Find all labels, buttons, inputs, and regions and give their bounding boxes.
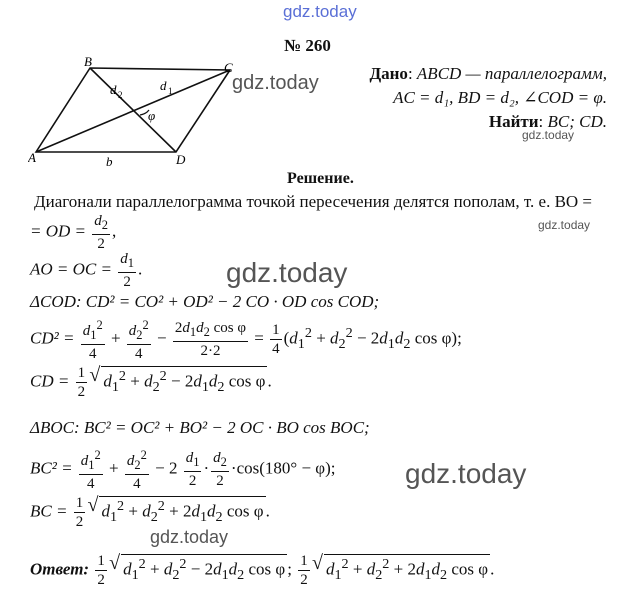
label-b-vertex: B <box>84 56 92 69</box>
intro-line <box>34 192 592 212</box>
eq-bc-left: BC = <box>30 501 68 521</box>
watermark-intro: gdz.today <box>538 218 591 232</box>
watermark-top: gdz.today <box>283 2 357 21</box>
eq-ao: AO = OC = $\frac{d_1}{2}$ . <box>30 251 143 290</box>
eq-boc-text: ΔBOC: BC² = OC² + BO² − 2 OC · BO cos BOC; <box>30 418 370 437</box>
label-d1-sub: 1 <box>168 86 173 96</box>
label-a-vertex: A <box>28 150 36 165</box>
given-line2: AC = d₁, BD = d₂, ∠COD = φ. <box>393 88 607 107</box>
parallelogram-figure <box>28 56 253 168</box>
eq-ao-left: AO = OC = <box>30 259 112 279</box>
label-phi: φ <box>148 108 156 123</box>
label-d2: d <box>110 82 117 97</box>
eq-bc: BC = $\frac{1}{2}$ √ $d_1^2 + d_2^2 + 2d_1d_2$ cos φ . <box>30 494 270 531</box>
eq-cd-left: CD = <box>30 371 70 391</box>
eq-bc2: BC² = $\frac{d_1^2}{4}$ + $\frac{d_2^2}{4}$ − 2 $\frac{d_1}{2}$ · $\frac{d_2}{2}$ ·cos(180° − φ); <box>30 448 336 492</box>
watermark-figure: gdz.today <box>232 72 319 94</box>
eq-od: = OD = $\frac{d_2}{2}$ , <box>30 213 117 252</box>
watermark-bottom: gdz.today <box>150 527 229 547</box>
frac-d2-2: $\frac{d_2}{2}$ <box>94 213 108 252</box>
eq-cod-text: ΔCOD: CD² = CO² + OD² − 2 CO · OD cos COD; <box>30 292 380 311</box>
find-label: Найти <box>488 112 539 131</box>
watermark-right: gdz.today <box>405 458 527 489</box>
answer-line: Ответ: $\frac{1}{2}$ √ $d_1^2 + d_2^2 - 2d_1d_2$ cos φ ; $\frac{1}{2}$ √ $d_1^2 + d_2^2 + 2d_1d_2$ cos φ . <box>30 552 494 589</box>
eq-bc2-left: BC² = <box>30 458 73 478</box>
given-block: Дано: ABCD — параллелограмм, AC = d₁, BD = d₂, ∠COD = φ. Найти: BC; CD. <box>369 64 607 131</box>
solution-heading: Решение. <box>287 170 354 187</box>
eq-cd: CD = $\frac{1}{2}$ √ $d_1^2 + d_2^2 - 2d_1d_2$ cos φ . <box>30 364 272 401</box>
watermark-given: gdz.today <box>522 128 575 142</box>
problem-number: № 260 <box>284 36 331 55</box>
answer-label: Ответ: <box>30 559 90 579</box>
watermark-center: gdz.today <box>226 257 348 288</box>
eq-cd2-left: CD² = <box>30 328 75 348</box>
label-b-side: b <box>106 154 113 168</box>
label-d-vertex: D <box>176 152 186 167</box>
label-d1: d <box>160 78 167 93</box>
label-c-vertex: C <box>224 60 233 75</box>
eq-boc <box>30 418 370 438</box>
given-label: Дано <box>369 64 408 83</box>
given-line1: ABCD — параллелограмм, <box>416 64 607 83</box>
eq-cd2: CD² = $\frac{d_1^2}{4}$ + $\frac{d_2^2}{4}$ − $\frac{2d_1d_2 \cos \varphi}{2\cdot 2}$ = $\frac{1}{4}$ ($d_1^2 + d_2^2 - 2d_1d_2$ cos φ); <box>30 318 462 362</box>
intro-text: Диагонали параллелограмма точкой пересечения делятся пополам, т. е. BO = <box>34 192 593 211</box>
find-values: BC; CD. <box>547 112 607 131</box>
label-d2-sub: 2 <box>118 90 123 100</box>
eq-od-left: = OD = <box>30 221 86 241</box>
frac-d1-2: $\frac{d_1}{2}$ <box>120 251 134 290</box>
eq-cod <box>30 292 379 312</box>
